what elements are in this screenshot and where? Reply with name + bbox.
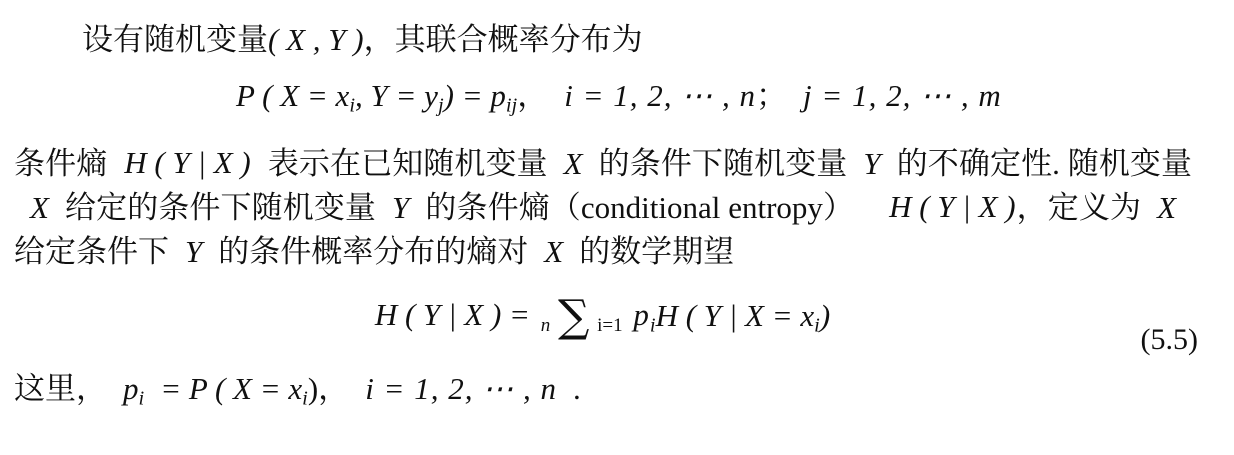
body-var-x-4: X <box>544 233 564 269</box>
joint-semicolon: ； <box>756 78 788 113</box>
joint-mid: , Y = y <box>355 78 438 113</box>
closing-equals: = P ( X = x <box>160 371 303 407</box>
body-h-y-given-x-2: H ( Y | X ) <box>889 188 1016 224</box>
joint-close: ) = p <box>443 78 506 113</box>
summation-lower-limit: i=1 <box>597 314 623 336</box>
body-var-x-1: X <box>563 145 583 181</box>
equation-number: (5.5) <box>1140 322 1198 356</box>
main-rhs-h-sub: i <box>814 314 820 337</box>
summation-sigma-icon: ∑ <box>557 290 590 342</box>
joint-rhs-sub: ij <box>505 94 518 117</box>
equation-joint-distribution <box>0 74 1234 128</box>
body-seg11: 的数学期望 <box>579 233 735 269</box>
body-var-x-3: X <box>1157 189 1177 225</box>
body-seg6: 给定的条件下随机变量 <box>64 189 377 225</box>
closing-period: . <box>572 371 581 407</box>
summation-upper-limit: n <box>540 314 551 336</box>
joint-comma: ， <box>517 78 549 113</box>
joint-lhs-sub: i <box>349 94 356 117</box>
body-seg9: 给定条件下 <box>14 233 169 269</box>
closing-p-sub: i <box>138 388 145 411</box>
document-page <box>0 18 1234 455</box>
intro-text-after: ，其联合概率分布为 <box>363 22 643 57</box>
closing-range: i = 1, 2, ⋯ , n <box>365 371 557 407</box>
joint-mid-sub: j <box>437 94 444 117</box>
summation-operator <box>540 290 623 342</box>
body-var-x-2: X <box>30 189 49 225</box>
body-seg7: 的条件熵（conditional entropy） <box>425 189 855 225</box>
main-rhs-p-sub: i <box>649 314 656 337</box>
body-var-y-3: Y <box>185 233 203 269</box>
body-seg8: ，定义为 <box>1016 189 1142 225</box>
body-seg1: 条件熵 <box>14 145 108 181</box>
closing-p-symbol: p <box>123 371 139 407</box>
intro-text-before: 设有随机变量 <box>82 22 268 57</box>
body-seg4: 的不确定性. 随机变 <box>896 145 1162 181</box>
joint-lhs: P ( X = x <box>236 78 350 113</box>
joint-range-j: j = 1, 2, ⋯ , m <box>803 78 1002 113</box>
body-seg10: 的条件概率分布的熵对 <box>218 233 529 269</box>
body-var-y-2: Y <box>392 189 410 225</box>
body-seg2: 表示在已知随机变量 <box>267 145 548 181</box>
joint-range-i: i = 1, 2, ⋯ , n <box>564 78 757 113</box>
main-rhs-p: p <box>633 296 649 332</box>
body-var-y-1: Y <box>863 145 881 181</box>
main-rhs-close: ) <box>819 297 831 333</box>
closing-close: )， <box>307 371 350 407</box>
body-h-y-given-x: H ( Y | X ) <box>124 144 251 180</box>
intro-variable-pair: ( X , Y ) <box>268 22 364 57</box>
body-seg5: 量 <box>1161 145 1193 181</box>
closing-x-sub: i <box>302 388 308 411</box>
paragraph-conditional-entropy <box>0 142 1234 274</box>
main-rhs-h: H ( Y | X = x <box>655 297 815 333</box>
closing-prefix: 这里， <box>14 371 107 407</box>
body-seg3: 的条件下随机变量 <box>598 145 848 181</box>
paragraph-closing <box>0 367 1234 421</box>
main-lhs: H ( Y | X ) = <box>374 296 530 332</box>
equation-conditional-entropy <box>0 290 1234 356</box>
paragraph-intro <box>0 18 1234 62</box>
